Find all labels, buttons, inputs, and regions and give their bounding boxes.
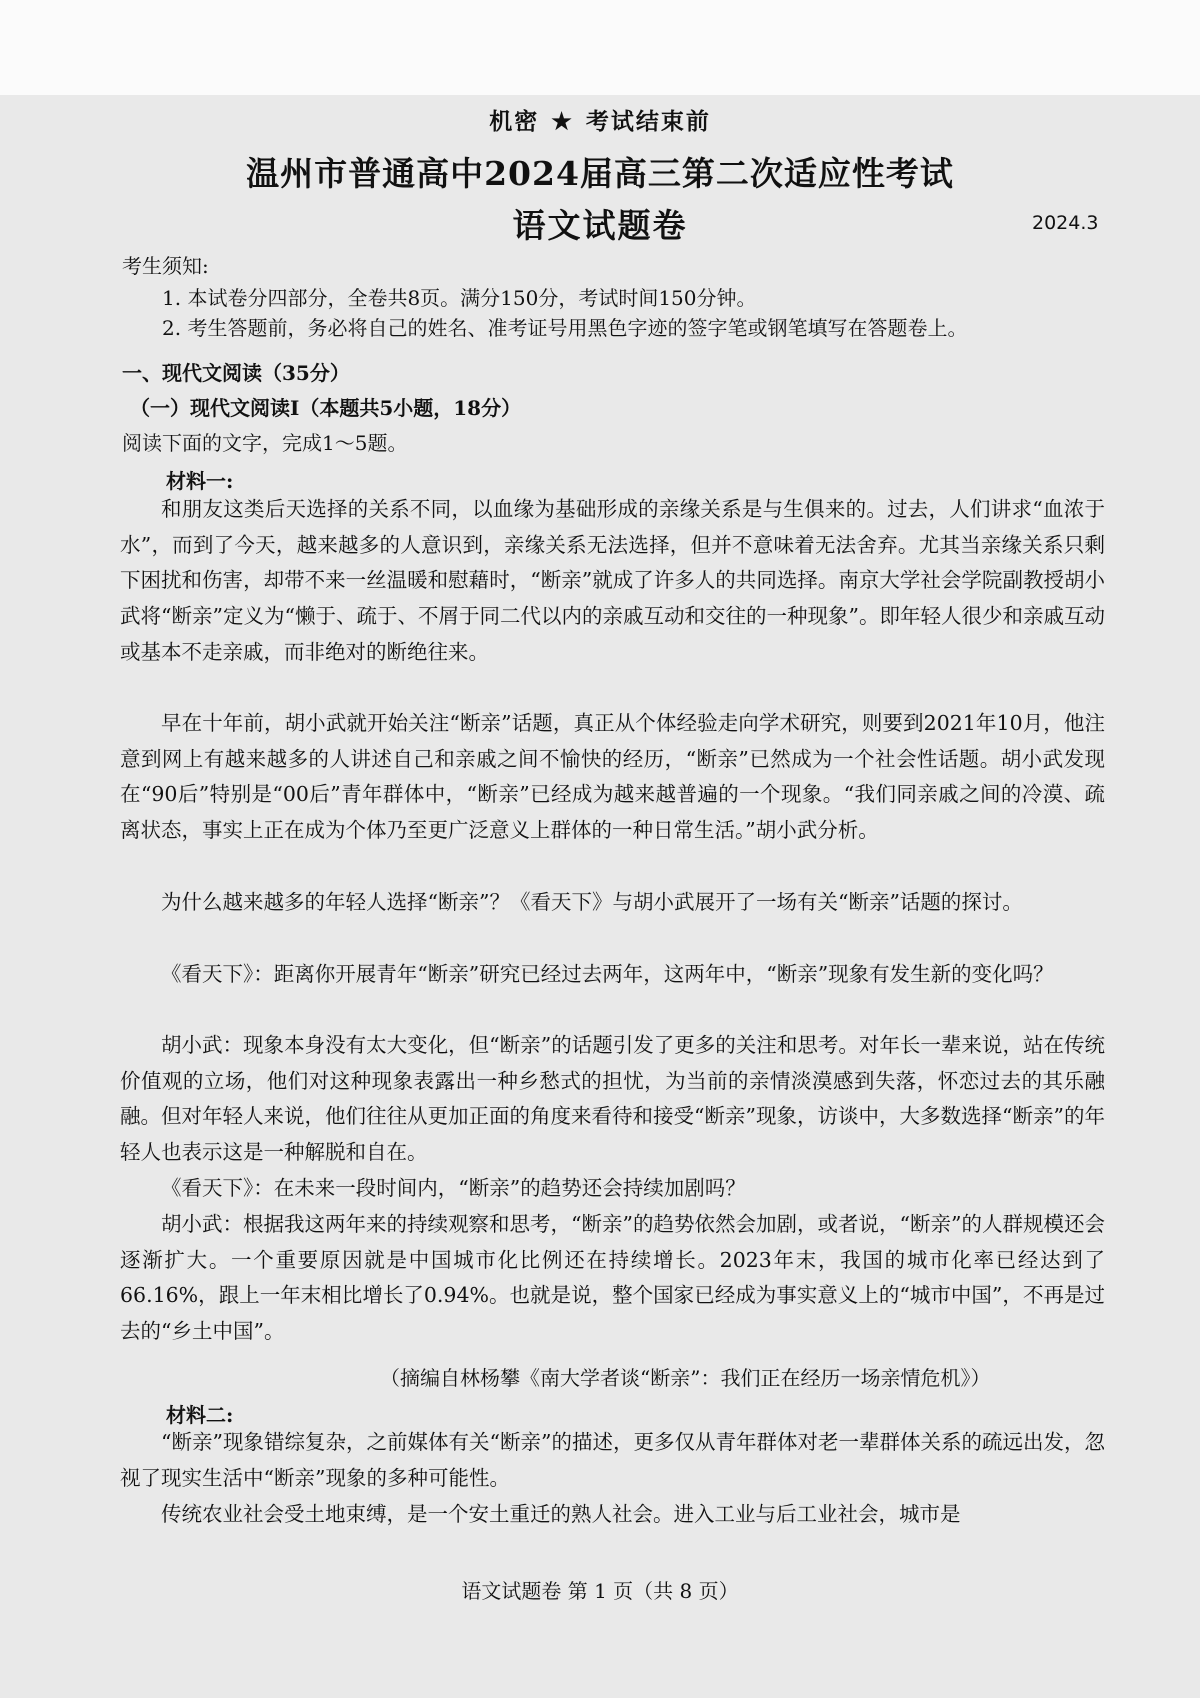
paragraph: 为什么越来越多的年轻人选择“断亲”？《看天下》与胡小武展开了一场有关“断亲”话题的探讨。 [161, 890, 1023, 914]
paragraph: 和朋友这类后天选择的关系不同，以血缘为基础形成的亲缘关系是与生俱来的。过去，人们讲求“血浓于水”，而到了今天，越来越多的人意识到，亲缘关系无法选择，但并不意味着无法舍弃。尤其当亲缘关系只剩下困扰和伤害，却带不来一丝温暖和慰藉时，“断亲”就成了许多人的共同选择。南京大学社会学院副教授胡小武将“断亲”定义为“懒于、疏于、不屑于同二代以内的亲戚互动和交往的一种现象”。即年轻人很少和亲戚互动或基本不走亲戚，而非绝对的断绝往来。 [120, 497, 1105, 664]
star-icon: ★ [551, 108, 574, 135]
confidential-until-label: 考试结束前 [585, 108, 711, 135]
notice-item: 2. 考生答题前，务必将自己的姓名、准考证号用黑色字迹的签字笔或钢笔填写在答题卷上。 [162, 316, 968, 340]
notice-heading: 考生须知: [122, 254, 209, 278]
paragraph: 胡小武：现象本身没有太大变化，但“断亲”的话题引发了更多的关注和思考。对年长一辈来说，站在传统价值观的立场，他们对这种现象表露出一种乡愁式的担忧，为当前的亲情淡漠感到失落，怀恋过去的其乐融融。但对年轻人来说，他们往往从更加正面的角度来看待和接受“断亲”现象，访谈中，大多数选择“断亲”的年轻人也表示这是一种解脱和自在。 [120, 1033, 1105, 1165]
paragraph: “断亲”现象错综复杂，之前媒体有关“断亲”的描述，更多仅从青年群体对老一辈群体关系的疏远出发，忽视了现实生活中“断亲”现象的多种可能性。 [120, 1430, 1105, 1490]
source-citation: （摘编自林杨攀《南大学者谈“断亲”：我们正在经历一场亲情危机》） [380, 1366, 991, 1390]
confidential-marking [0, 103, 1200, 136]
section-heading: 一、现代文阅读（35分） [122, 361, 350, 385]
paragraph: 《看天下》：在未来一段时间内，“断亲”的趋势还会持续加剧吗？ [161, 1176, 746, 1200]
paragraph: 《看天下》：距离你开展青年“断亲”研究已经过去两年，这两年中，“断亲”现象有发生新的变化吗？ [161, 962, 1054, 986]
exam-date: 2024.3 [1032, 212, 1099, 234]
confidential-label: 机密 [489, 108, 540, 135]
paper-title: 语文试题卷 [512, 206, 688, 245]
exam-title: 温州市普通高中2024届高三第二次适应性考试 [246, 154, 954, 193]
paragraph: 传统农业社会受土地束缚，是一个安土重迁的熟人社会。进入工业与后工业社会，城市是 [161, 1502, 961, 1526]
paragraph: 早在十年前，胡小武就开始关注“断亲”话题，真正从个体经验走向学术研究，则要到2021年10月，他注意到网上有越来越多的人讲述自己和亲戚之间不愉快的经历，“断亲”已然成为一个社会性话题。胡小武发现在“90后”特别是“00后”青年群体中，“断亲”已经成为越来越普遍的一个现象。“我们同亲戚之间的冷漠、疏离状态，事实上正在成为个体乃至更广泛意义上群体的一种日常生活。”胡小武分析。 [120, 711, 1105, 843]
material-two-heading: 材料二: [166, 1403, 234, 1427]
notice-item: 1. 本试卷分四部分，全卷共8页。满分150分，考试时间150分钟。 [162, 286, 757, 310]
paragraph: 胡小武：根据我这两年来的持续观察和思考，“断亲”的趋势依然会加剧，或者说，“断亲”的人群规模还会逐渐扩大。一个重要原因就是中国城市化比例还在持续增长。2023年末，我国的城市化率已经达到了66.16%，跟上一年末相比增长了0.94%。也就是说，整个国家已经成为事实意义上的“城市中国”，不再是过去的“乡土中国”。 [120, 1212, 1105, 1344]
page-top-margin [0, 0, 1200, 95]
material-one-heading: 材料一: [166, 469, 234, 493]
subsection-heading: （一）现代文阅读Ⅰ（本题共5小题，18分） [130, 396, 522, 420]
reading-instruction: 阅读下面的文字，完成1～5题。 [122, 431, 408, 455]
page-footer: 语文试题卷 第 1 页（共 8 页） [461, 1579, 739, 1603]
